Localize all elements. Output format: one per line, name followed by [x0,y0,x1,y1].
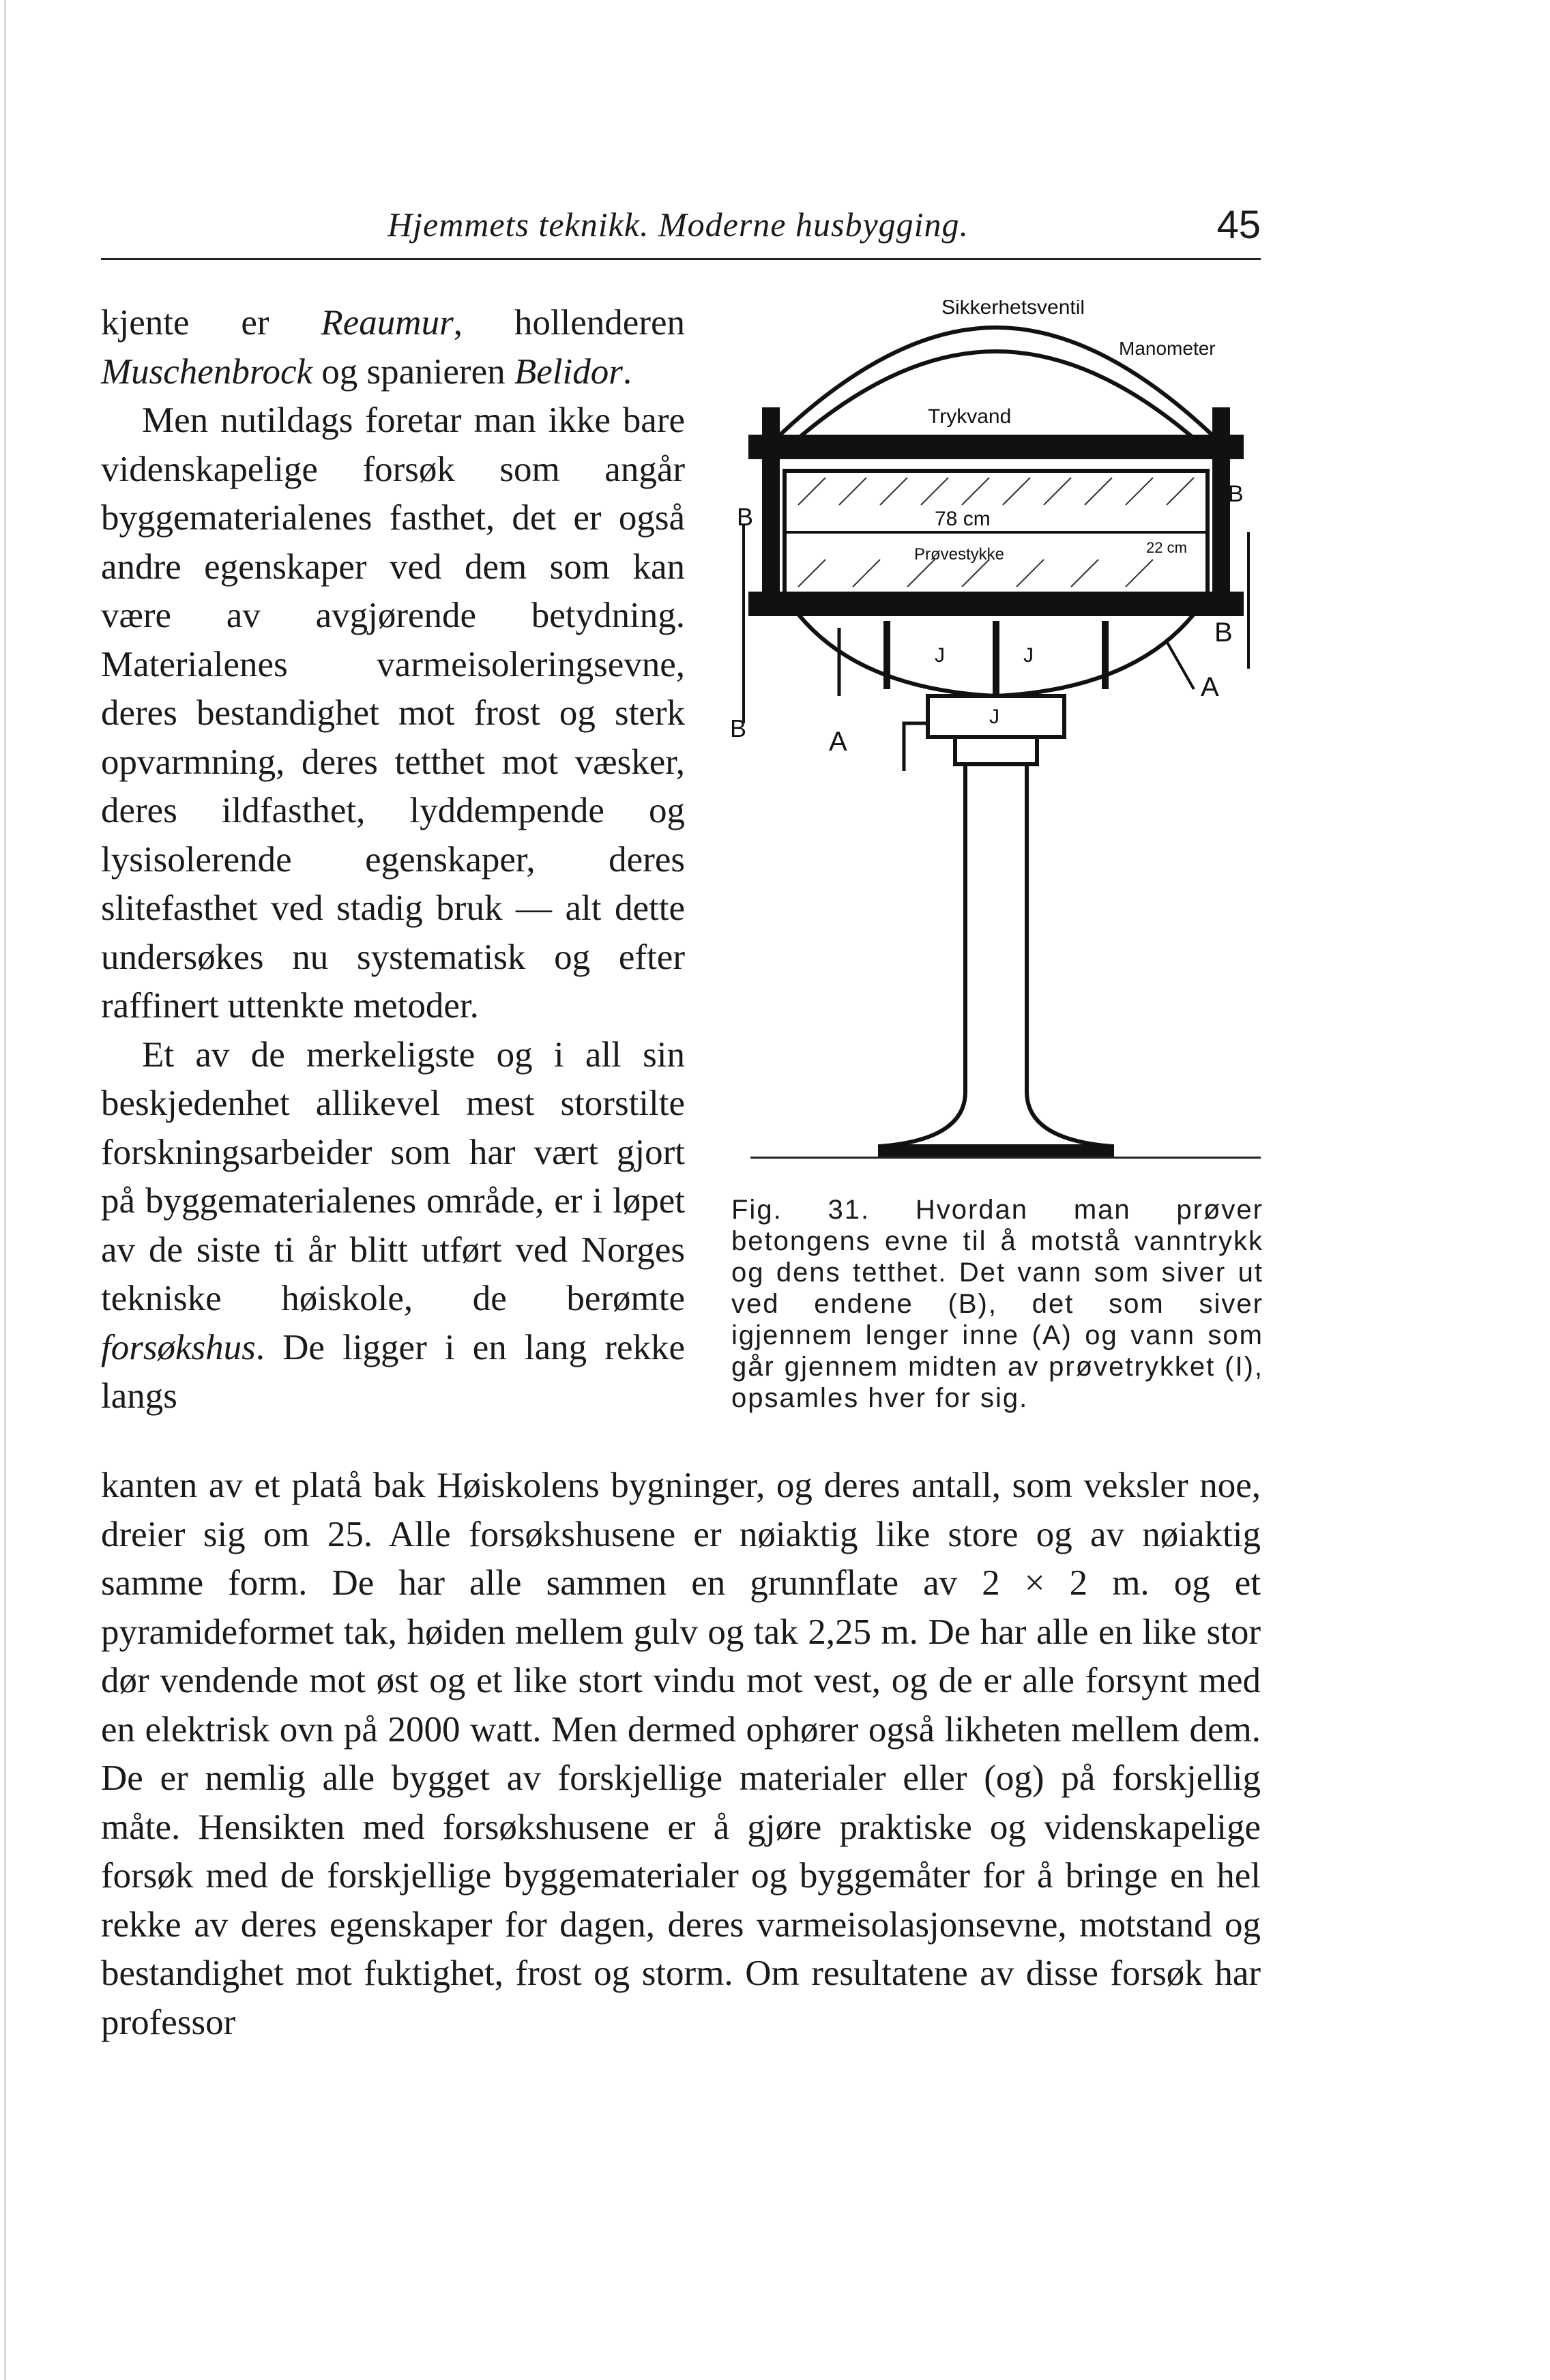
text-run: kjente er [101,303,321,343]
label-b-left: B [737,503,754,531]
column-text [101,299,685,1421]
header-rule [101,258,1261,260]
label-b-bottom: B [730,714,747,742]
label-a-left: A [829,727,847,757]
text-run: og spanieren [312,351,514,392]
page-edge [4,0,6,2380]
label-sikkerhetsventil: Sikkerhetsventil [941,300,1085,319]
pedestal-base [880,1146,1112,1156]
figure-caption: Fig. 31. Hvordan man prøver betongens evne til å motstå vanntrykk og dens tetthet. Det vann som siver ut ved endene (B), det som siver igjennem lenger inne (A) og vann som går gjennem midten av prøvetrykket (I), opsamles hver for sig. [731,1195,1263,1413]
label-dim-78: 78 cm [935,508,991,530]
text-run: , hollenderen [453,303,686,343]
paragraph-continuation: kanten av et platå bak Høiskolens bygninger, og deres antall, som veksler noe, dreier sig om 25. Alle forsøkshusene er nøiaktig like store og av nøiaktig samme form. De har alle sammen en grunnflate av 2 × 2 m. og et pyramideformet tak, høiden mellem gulv og tak 2,25 m. De har alle en like stor dør vendende mot øst og et like stort vindu mot vest, og de er alle forsynt med en elektrisk ovn på 2000 watt. Men dermed ophører også likheten mellem dem. De er nemlig alle bygget av forskjellige materialer eller (og) på forskjellig måte. Hensikten med forsøkshusene er å gjøre praktiske og videnskapelige forsøk med de forskjellige byggematerialer og byggemåter for å bringe en hel rekke av deres egenskaper for dagen, deres varmeisolasjonsevne, motstand og bestandighet mot fuktighet, frost og storm. Om resultatene av disse forsøk har professor [101,1466,1261,2042]
pedestal [880,764,1112,1146]
name-belidor: Belidor [514,351,623,392]
test-apparatus-diagram [723,300,1269,1167]
running-head: Hjemmets teknikk. Moderne husbygging. [388,205,969,244]
paragraph-3 [101,1031,685,1421]
upper-flange [750,437,1242,457]
text-run: . [622,351,632,392]
text-run: . De ligger i en lang rekke langs [101,1327,685,1416]
label-j-right: J [1023,644,1034,667]
label-b-right: B [1228,481,1244,507]
paragraph-2: Men nutildags foretar man ikke bare videnskapelige forsøk som angår byggematerialenes fasthet, det er også andre egenskaper ved dem som kan være av avgjørende betydning. Materialenes varmeisoleringsevne, deres bestandighet mot frost og sterk opvarmning, deres tetthet mot væsker, deres ildfasthet, lyddempende og lysisolerende egenskaper, deres slitefasthet ved stadig bruk — alt dette undersøkes nu systematisk og efter raffinert uttenkte metoder. [101,401,685,1026]
label-dim-22: 22 cm [1146,539,1187,556]
figure-31 [723,300,1269,1167]
label-b-lower: B [1214,618,1233,648]
name-muschenbrock: Muschenbrock [101,351,313,392]
label-manometer: Manometer [1119,338,1216,359]
paragraph-1 [101,299,685,396]
header [101,205,1261,259]
lower-flange [750,594,1242,614]
label-provestykke: Prøvestykke [914,545,1005,564]
label-trykvand: Trykvand [928,405,1012,428]
bolt-right [1214,409,1228,614]
page-number: 45 [1216,203,1261,247]
label-j-left: J [935,644,945,667]
full-width-text [101,1462,1261,2047]
term-forsokshus: forsøkshus [101,1327,256,1367]
label-a-right: A [1201,672,1219,702]
figure-baseline [750,1157,1261,1159]
text-run: Et av de merkeligste og i all sin beskjedenhet allikevel mest storstilte forskningsarbeider som har vært gjort på byggematerialenes område, er i løpet av de siste ti år blitt utført ved Norges tekniske høiskole, de berømte [101,1034,685,1318]
bolt-left [764,409,778,614]
name-reaumur: Reaumur [321,303,454,343]
label-j-center: J [989,706,999,728]
